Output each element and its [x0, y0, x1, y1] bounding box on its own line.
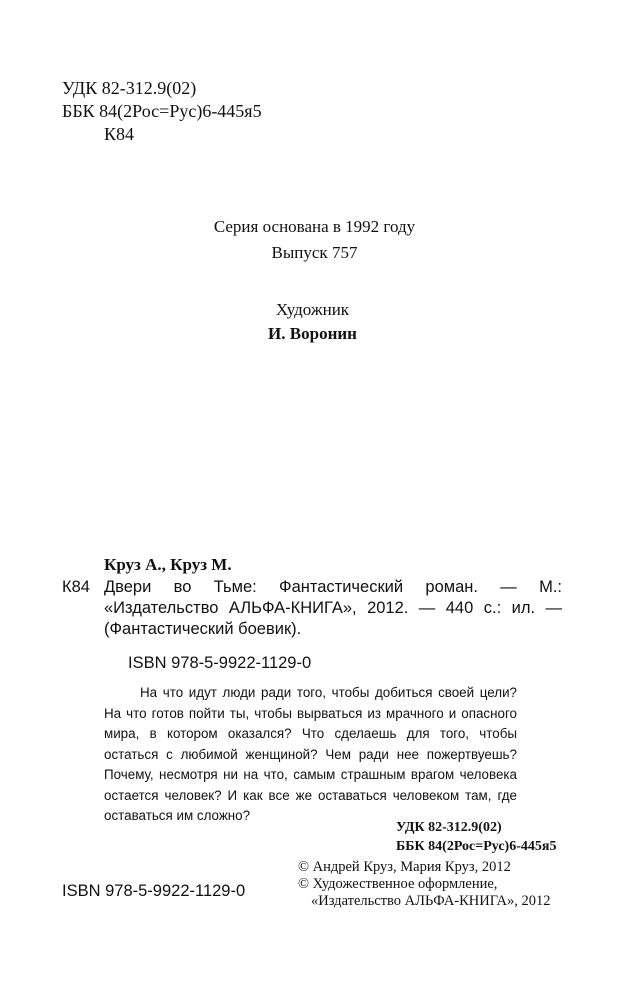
bbk-code-bottom: ББК 84(2Рос=Рус)6-445я5: [396, 839, 557, 854]
bbk-code-top: ББК 84(2Рос=Рус)6-445я5: [62, 101, 262, 121]
annotation-text: На что идут люди ради того, чтобы добиться своей цели? На что готов пойти ты, чтобы вырваться из мрачного и опасного мира, в котором оказался? Что сделаешь для того, чтобы остаться с любимой женщиной? Чем ради нее пожертвуешь? Почему, несмотря ни на что, самым страшным врагом человека остается человек? И как все же оставаться человеком там, где оставаться им сложно?: [104, 685, 517, 823]
copyright-authors: © Андрей Круз, Мария Круз, 2012: [298, 859, 511, 875]
series-issue: Выпуск 757: [271, 243, 358, 262]
footer-isbn: ISBN 978-5-9922-1129-0: [62, 882, 246, 900]
catalog-description-text: Двери во Тьме: Фантастический роман. — М.: «Издательство АЛЬФА-КНИГА», 2012. — 440 с.: ил. — (Фантастический боевик).: [104, 578, 562, 638]
series-founded: Серия основана в 1992 году: [213, 217, 416, 236]
udk-code-top: УДК 82-312.9(02): [62, 78, 197, 98]
author-mark-top: К84: [104, 124, 135, 144]
catalog-mark: К84: [62, 578, 90, 596]
copyright-design: © Художественное оформление,: [298, 876, 498, 892]
artist-label: Художник: [275, 300, 350, 319]
catalog-authors: Круз А., Круз М.: [104, 555, 232, 574]
annotation-block: [104, 683, 517, 827]
artist-name: И. Воронин: [268, 324, 357, 343]
catalog-isbn: ISBN 978-5-9922-1129-0: [128, 654, 312, 672]
catalog-description: [104, 577, 562, 640]
udk-code-bottom: УДК 82-312.9(02): [396, 820, 502, 835]
copyright-publisher: «Издательство АЛЬФА-КНИГА», 2012: [311, 893, 551, 909]
